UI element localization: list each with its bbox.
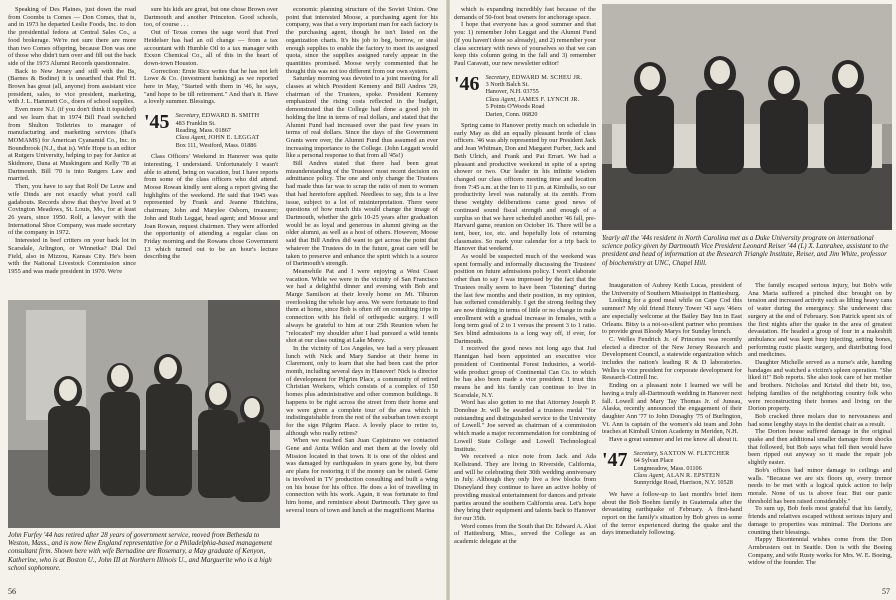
page-number: 57 (882, 587, 890, 596)
page-number: 56 (8, 587, 16, 596)
left-column-1 (8, 6, 136, 298)
agent-name: JAMES F. LYNCH JR. (518, 95, 580, 103)
agent-name: ALAN R. EPSTEIN (666, 471, 720, 479)
secretary-role: Secretary, (633, 449, 659, 457)
agent-role: Class Agent, (633, 471, 665, 479)
paragraph: To sum up, Bob feels most grateful that his family, friends and relatives escaped without serious injury and damage to properties was minimal. The Dorions are counting their blessings. (748, 505, 892, 536)
paragraph: As would be suspected much of the weekend was spent formally and informally discussing the Trustees' position on future admissions policy. I won't elaborate other than to say I was impressed by the fact that the Trustees really seem to have been "listening" during the last few months and their position, in my opinion, has softened considerably. I get the strong feeling they are now thinking in terms of little or no change in male enrollment with a gradual increase in females, with a long term goal of 2 to 1 versus the present 3 to 1 ratio. Sex blind admissions is a long way off, if ever, for Dartmouth. (454, 253, 596, 345)
paragraph: We received a nice note from Jack and Ada Kellstrand. They are living in Riverside, California, and will be celebrating their 30th wedding anniversary in July. Although they only live a few blocks from Disneyland they continue to have an active hobby of providing musical entertainment for dances and private parties around the southern California area. Let's hope they bring their equipment and talents back to Hanover for our 35th. (454, 453, 596, 522)
paragraph: We have a follow-up to last month's brief item about the Bob Boehm family in Guatemala after the devastating earthquake of February. A first-hand report on the family's situation by Bob gives us some of the terror experienced during the quake and the days immediately following. (602, 490, 742, 537)
paragraph: Even more N.J. (if you don't think it topsided) and we learn that in 1974 Bill Fead switched from Shulton Toiletries to manager of manufacturing and marketing services (that's MOMAMS) for American Cyanamid Co., Inc. in Boundbrook (N.J., that is). Wife Hope is an editor at Rutgers University, helping to pay for Janice at Skidmore, Dana at Muskingum and Kelly '78 at Dartmouth. Bill '70 is into Rutgers Law and married. (8, 106, 136, 183)
paragraph: Spring came to Hanover pretty much on schedule in early May as did an equally pleasant horde of class officers. '46 was ably represented by our President Jack and Jean Whitman, Don and Margaret Furber, Jack and Beth Ulrich, and Frank and Pat Errart. We had a pleasant and productive weekend in spite of a spring shower or two. Our leader in his infinite wisdom changed our class officers meeting time and location from 7:45 a.m. at the Inn to 11 p.m. at Kimballs, so our productivity level was naturally at its zenith. From these weighty deliberations came good news of continued sound fiscal strength and enough of a surplus so that we have scheduled another '46 fall, pre-Harvard game, reunion on October 16. There will be a tent, beer, ice, etc. and hopefully lots of returning classmates. So mark your calendar for a trip back to Hanover that weekend. (454, 122, 596, 253)
secretary-address-1: 3 North Balch St. (485, 81, 529, 89)
secretary-name: EDWARD M. SCHEU JR. (511, 73, 583, 81)
right-column-3 (748, 282, 892, 582)
paragraph: Saturday morning was devoted to a joint meeting for all classes at which President Kemeny and Bill Andres '29, chairman of the Trustees, spoke. President Kemeny emphasized the rising costs reflected in the budget, demonstrated that the College had done a good job in holding the line in terms of real dollars, and stated that the Alumni Fund had increased over the past few years in terms of real dollars. Since the days of the Government Grants were over, the Alumni Fund thus assumed an ever increasing importance to the College. (John Leggatt would like a personal response to that from all '45s!) (286, 75, 438, 160)
paragraph: Meanwhile Pat and I were enjoying a West Coast vacation. While we were in the vicinity of San Francisco we had a delightful dinner and evening with Bob and Marge Samilson at their lovely home on Mt. Tiburon overlooking the whole bay area. We were fortunate to find them at home, since Bob is often off on consulting trips in connection with his field of orthopedic surgery. I will always be grateful to him at our 25th Reunion when he "relocated" my shoulder after I had pursued a wild tennis shot at our class outing at Lake Morey. (286, 267, 438, 345)
paragraph: Correction: Ernie Rice writes that he has not left Lowe & Co. (investment banking) as we reported here in May, "Started with them in '46, he says, "and hope to be till retirement." And that's it. Have a lovely summer. Blessings. (144, 67, 278, 106)
agent-role: Class Agent, (175, 134, 207, 142)
paragraph: Have a great summer and let me know all about it. (609, 436, 739, 444)
agent-address: Sunnyridge Road, Harrison, N.Y. 10528 (633, 479, 733, 487)
agent-address-2: Darien, Conn. 06820 (485, 110, 538, 118)
secretary-role: Secretary, (175, 112, 201, 120)
paragraph: I hope that everyone has a good summer and that you: 1) remember John Leggat and the Alumni Fund (if you haven't done so already), and 2) remember your class secretary with news of yourselves so that we can keep this column going in the fall and 3) remember Paul Caravatt, our new newsletter editor! (454, 21, 596, 67)
paragraph: sure his kids are great, but one chose Brown over Dartmouth and another Princeton. Good schools, too, of course . . . (144, 6, 278, 29)
right-column-2 (602, 282, 742, 594)
paragraph: Back to New Jersey and still with the Bs, (Barnes & Bodine) it is unearthed that Phil H. Brown has great (all, anyone) from assistant vice president, sales, to vice president, marketing, with J. L. Hammett Co., doers of school supplies. (8, 67, 136, 106)
agent-address: Box 111, Westford, Mass. 01886 (175, 141, 257, 149)
paragraph: In the vicinity of Los Angeles, we had a very pleasant lunch with Nick and Mary Sandoe at their home in Claremont, only to learn that she had been cast the prior month, including several days in Hanover! Nick is director of development for Pilgrim Place, a community of retired Christian Workers, which consists of a complex of 150 homes plus administrative and other common buildings. It happens to be right across the street from their home and we were given a complete tour of the area which is indistinguishable from the rest of the suburban town except for the sign Pilgrim Place. A lovely place to retire to, although who really retires? (286, 344, 438, 437)
class-contacts (486, 74, 583, 118)
paragraph: Speaking of Des Plaines, just down the road from Coombs is Comes — Don Comes, that is, and in 1973 he departed Leslie Foods, Inc. to don the presidential fedora at Central Sales Co., a food brokerage. We're not sure there are more than two Comes offspring, because Don was one of those who didn't turn over and fill out the back side of the 1973 Alumni Records questionnaire. (8, 6, 136, 67)
paragraph: Happy Bicentennial wishes come from the Don Armbrusters out in Seattle. Don is with the Boeing Company, and wife Rusty works for Mrs. W. E. Boeing, widow of the founder. The (748, 536, 892, 567)
paragraph: When we reached San Juan Capistrano we contacted Gene and Anita Wilkin and met them at the lovely old Mission located in that town. It is one of the oldest and was damaged by earthquakes in years gone by, but there are plans for restoring it if the money can be raised. Gene is involved in TV production consulting and built a wing on his house for his office. He does a lot of travelling in connection with his work. Again, it was fortunate to find him home, and reminisce about Dartmouth. They gave us several tours of town and lunch at the magnificent Marina (286, 437, 438, 514)
paragraph: Bill Andres stated that there had been great misunderstanding of the Trustees' most recent decision on admittance policy. The one and only change the Trustees had made thus far was to scrap the ratio of men to women that had heretofore applied. Needless to say, this is a live issue, subject to a lot of misinterpretation. There were questions of how much this would change the image of Dartmouth, whether the girls 10-25 years after graduation would be as loyal and generous in alumni giving as the older alumni, as well as a host of others. However, Moose said that Bill Andres did want to get across the point that whatever the Trustees do in the future, great care will be taken to preserve and enhance the spirit which is a source of Dartmouth's strength. (286, 160, 438, 268)
paragraph: Word has also gotten to me that Attorney Joseph P. Donohue Jr. will be awarded a trustees medal "for outstanding and distinguished service to the University of Lowell." Joe served as chairman of a commission which made a major recommendation for combining of Lowell State College and Lowell Technological Institute. (454, 399, 596, 453)
secretary-name: SAXTON W. FLETCHER (659, 449, 730, 457)
agent-role: Class Agent, (485, 95, 517, 103)
paragraph: economic planning structure of the Soviet Union. One point that interested Moose, a purchasing agent for his company, was that a very important man for each factory is the purchasing agent, though he isn't listed on the organization charts. It's his job to beg, borrow, or steal enough supplies to enable the factory to meet its assigned quota, since the supplies assigned rarely appear in the quantities promised. Moose wryly commented that he thought this was not too different from our own system. (286, 6, 438, 75)
right-page (450, 0, 896, 600)
left-page (0, 0, 446, 600)
left-column-3 (286, 6, 438, 592)
class-1947-header (602, 450, 742, 487)
paragraph: Looking for a good meal while on Cape Cod this summer? My old friend Henry Tower '43 says '46ers are especially welcome at the Bailey Bay Inn in East Orleans. Bitsy is a not-so-silent partner who promises to provide great Bloody Marys for Sunday brunch. (602, 297, 742, 336)
secretary-role: Secretary, (485, 73, 511, 81)
secretary-address-1: 64 Sylvan Place (633, 457, 674, 465)
class-year: '45 (144, 111, 170, 134)
paragraph: Daughter Michelle served as a nurse's aide, handing bandages and watched a victim's spleen operation. "She liked it!" Bob reports. She also took care of her mother and brothers. Nicholas and Kristel did their bit, too, helping families of the neighboring country folk who were reconstructing their homes and living on the Dorion property. (748, 359, 892, 413)
paragraph: Word comes from the South that Dr. Edward A. Akst of Hattiesburg, Miss., served the College as an academic delegate at the (454, 522, 596, 546)
secretary-address-2: Reading, Mass. 01867 (175, 126, 231, 134)
class-contacts (176, 112, 260, 149)
paragraph: Ending on a pleasant note I learned we will be having a truly all-Dartmouth wedding in Hanover next fall. Lowell and Mary Tay Thomas Jr. of Juneau, Alaska, recently announced the engagement of their daughter Ann '77 to John Donaghy '75 of Burlington, Vt. Ann is captain of the women's ski team and John teaches at Kimball Union Academy in Meriden, N.H. (602, 382, 742, 436)
paragraph: Class Officers' Weekend in Hanover was quite interesting, I understand. Unfortunately I wasn't able to attend, being on vacation, but I have reports from some of the class officers who did attend. Moose Rowan kindly sent along a report giving the highlights of the weekend. He said that 1945 was represented by Frank and Jeanne Hutchins, chairman; John and Marylee Osborn, treasurer; John and Ruth Leggat, head agent; and Moose and Joan Rowan, request chairmen. They were afforded the opportunity of attending a regular class on Friday morning and the Rowans chose Government 13 which turned out to be an hour's lecture describing the (144, 153, 278, 261)
paragraph: The family escaped serious injury, but Bob's wife Ana Maria suffered a pinched disc brought on by tension and increased activity such as lifting heavy cans of water during the emergency. She underwent disc surgery at the end of February. Son Patrick spent six of the first nights after the quake in the area of greatest devastation. He headed a group of four in a makeshift ambulance and was kept busy injecting, setting bones, performing rustic plastic surgery, and distributing food and medicines. (748, 282, 892, 359)
paragraph: Bob cracked three molars due to nervousness and had some lengthy stays in the dentist chair as a result. (748, 412, 892, 428)
paragraph: I received the good news not long ago that Jud Hannigan had been appointed an executive vice president of Continental Forest Industries, a world-wide product group of Continental Can Co. to which he has also been made a vice president. I trust this means he and his family can continue to live in Scarsdale, N.Y. (454, 345, 596, 399)
photo-caption: John Furfey '44 has retired after 28 years of government service, moved from Bethesda to Weston, Mass., and is now New England representative for a Philadelphia-based management consultant firm. Shown here with wife Bernadine are Rosemary, a May graduate of Kenyon, Katherine, who is at Boston U., John III at Northern Illinois U., and Marguerite who is a high school sophomore. (8, 531, 273, 572)
paragraph: C. Welles Fendrich Jr. of Princeton was recently elected a director of the New Jersey Research and Development Council, a statewide organization which includes the nation's leading R & D laboratories. Welles is vice president for corporate development for Research-Cottrell Inc. (602, 335, 742, 382)
secretary-address-1: 483 Franklin St. (175, 119, 216, 127)
class-1945-header (144, 112, 278, 149)
class-year: '47 (602, 448, 628, 471)
paragraph: Interested in beef critters on your back lot in Scarsdale, Arlington, or Winnetka? Dial Del Field, also in Mizzou, Kansas City. He's been with the National Livestock Commission since 1955 and was made president in 1970. We're (8, 237, 136, 275)
secretary-name: EDWARD B. SMITH (201, 112, 260, 120)
family-photo (8, 300, 280, 528)
class-contacts (634, 450, 733, 487)
photo-caption: Yearly all the '44s resident in North Carolina met as a Duke University program on international science policy given by Dartmouth Vice President Leonard Reiser '44 (L) X. Lanrahee, assistant to the president and head of information at the Research Triangle Institute, Reiser, and Jim White, professor of biochemistry at UNC, Chapel Hill. (602, 234, 889, 267)
secretary-address-2: Longmeadow, Mass. 01106 (633, 464, 702, 472)
paragraph: The Dorion house suffered damage in the original quake and then additional smaller damage from shocks that followed, but Bob says what fell then would have been ripped out anyway so it made the repair job slightly easier. (748, 428, 892, 467)
paragraph: which is expanding incredibly fast because of the demands of 50-foot boat owners for anchorage space. (454, 6, 596, 21)
left-column-2 (144, 6, 278, 298)
paragraph: Inauguration of Aubrey Keith Lucas, president of the University of Southern Mississippi in Hattiesburg. (602, 282, 742, 297)
agent-address-1: 5 Points O'Woods Road (485, 103, 545, 111)
agent-name: JOHN E. LEGGAT (208, 134, 260, 142)
paragraph: Bob's offices had minor damage to ceilings and walls. "Because we are six floors up, every tremor needs to be met with a logical quick action to help morale. None of us is above fear. But our panic threshold has been raised considerably." (748, 466, 892, 505)
class-1946-header (454, 74, 596, 118)
group-photo (602, 4, 892, 230)
paragraph: Out of Texas comes the sage word that Fred Heidelser has had an oil change — from a tax accountant with Humble Oil to a tax manager with Exxon Chemical Co., all of this in the heart of down-town Houston. (144, 29, 278, 67)
class-year: '46 (454, 72, 480, 95)
secretary-address-2: Hanover, N.H. 03755 (485, 88, 539, 96)
right-column-1 (454, 6, 596, 594)
paragraph: Then, you have to say that Rolf De Leuw and wife Dinds are not exactly what you'd call gadabouts. Records show that they've lived at 9 Covington Meadows, St. Louis, Mo., for at least 26 years, since 1950. Rolf, a lawyer with the International Shoe Company, was made secretary of the company in 1972. (8, 183, 136, 237)
